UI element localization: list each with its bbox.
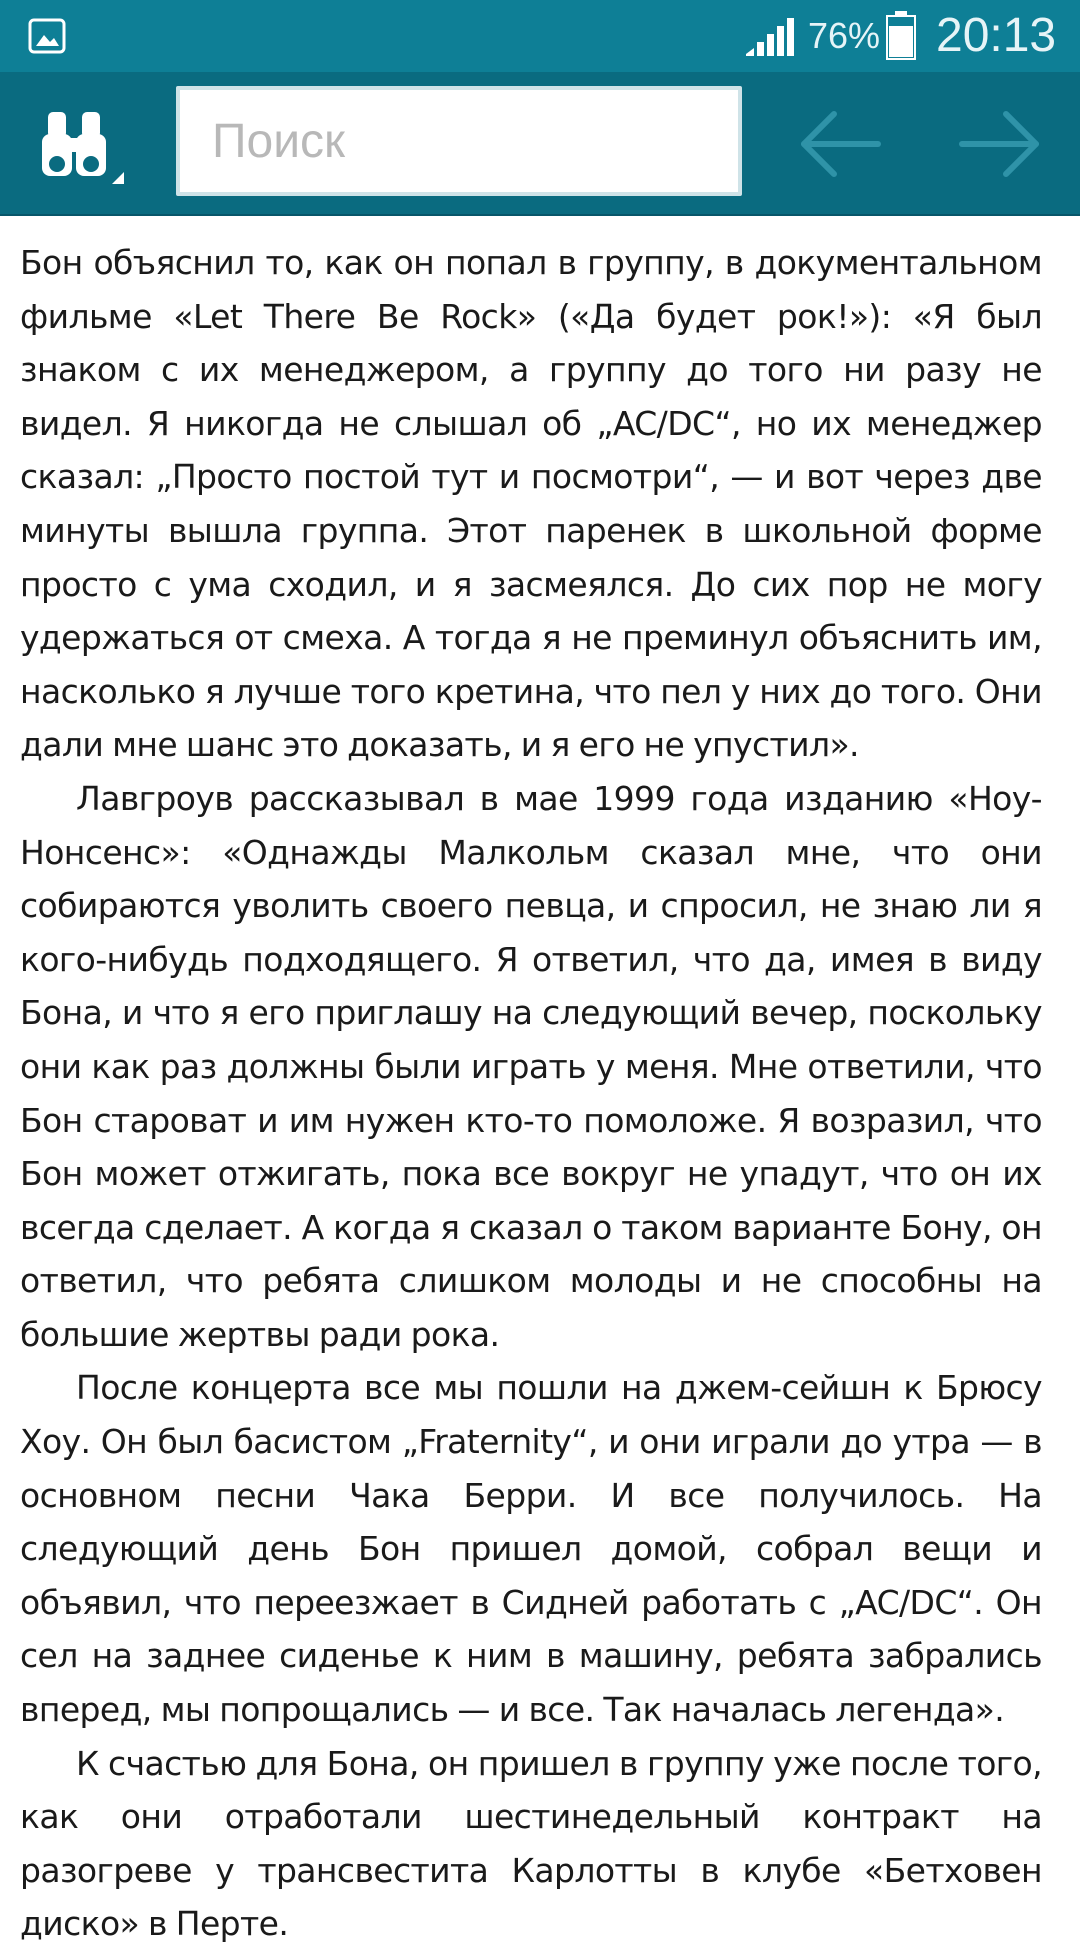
forward-arrow-icon[interactable] xyxy=(956,106,1046,182)
article-text xyxy=(20,236,1042,1951)
toolbar xyxy=(0,72,1080,216)
battery-percent: 76% xyxy=(808,15,881,56)
article-paragraph: Бон объяснил то, как он попал в группу, в документальном фильме «Let There Be Rock» («Да будет рок!»): «Я был знаком с их менеджером, а группу до того ни разу не видел. Я никогда не слышал об „AC/DC“, но их менеджер сказал: „Просто постой тут и посмотри“, — и вот через две минуты вышла группа. Этот паренек в школьной форме просто с ума сходил, и я засмеялся. До сих пор не могу удержаться от смеха. А тогда я не преминул объяснить им, насколько я лучше того кретина, что пел у них до того. Они дали мне шанс это доказать, и я его не упустил». xyxy=(20,243,1042,765)
search-box[interactable] xyxy=(176,86,742,196)
binoculars-icon[interactable] xyxy=(40,108,124,184)
signal-icon xyxy=(742,16,794,56)
article-paragraph: Лавгроув рассказывал в мае 1999 года изданию «Ноу-Нонсенс»: «Однажды Малкольм сказал мне, что они собираются уволить своего певца, и спросил, не знаю ли я кого-нибудь подходящего. Я ответил, что да, имея в виду Бона, и что я его приглашу на следующий вечер, поскольку они как раз должны были играть у меня. Мне ответили, что Бон староват и им нужен кто-то помоложе. Я возразил, что Бон может отжигать, пока все вокруг не упадут, что он их всегда сделает. А когда я сказал о таком варианте Бону, он ответил, что ребята слишком молоды и не способны на большие жертвы ради рока. xyxy=(20,778,1042,1354)
clock: 20:13 xyxy=(936,9,1057,62)
article-paragraph: К счастью для Бона, он пришел в группу уже после того, как они отработали шестинедельный контракт на разогреве у трансвестита Карлотты в клубе «Бетховен диско» в Перте. xyxy=(20,1743,1042,1944)
search-input[interactable] xyxy=(180,90,738,192)
gallery-icon xyxy=(28,18,66,54)
article-paragraph: После концерта все мы пошли на джем-сейшн к Брюсу Хоу. Он был басистом „Fraternity“, и они играли до утра — в основном песни Чака Берри. И все получилось. На следующий день Бон пришел домой, собрал вещи и объявил, что переезжает в Сидней работать с „AC/DC“. Он сел на заднее сиденье к ним в машину, ребята забрались вперед, мы попрощались — и все. Так началась легенда». xyxy=(20,1368,1042,1730)
battery-icon xyxy=(886,10,916,60)
back-arrow-icon[interactable] xyxy=(794,106,884,182)
status-bar xyxy=(0,0,1080,72)
